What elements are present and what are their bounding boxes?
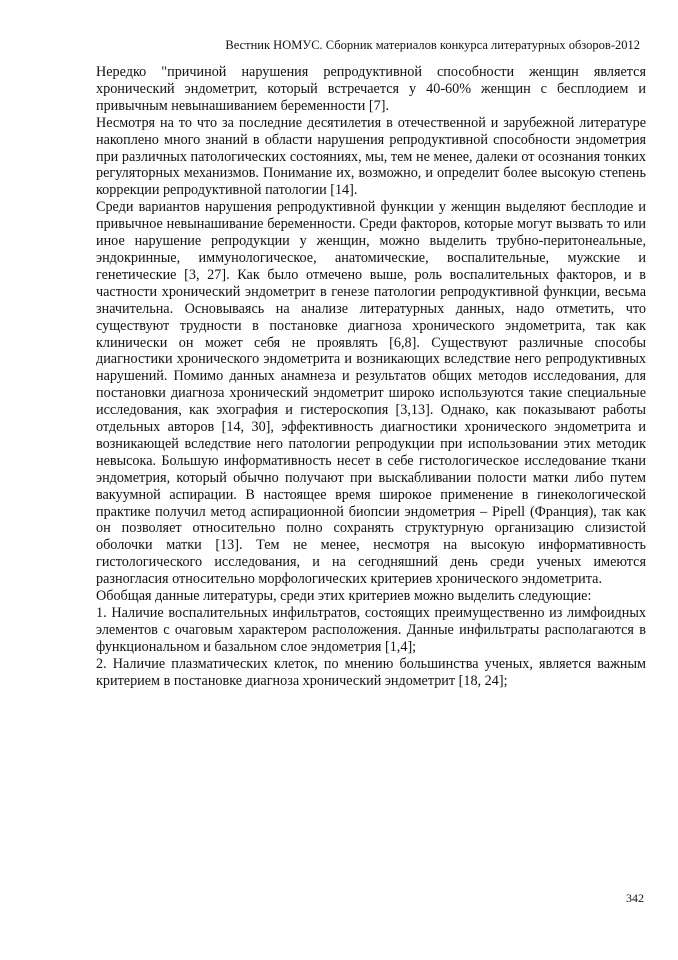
body-text [96, 64, 646, 690]
paragraph: Обобщая данные литературы, среди этих критериев можно выделить следующие: [96, 588, 592, 605]
paragraph: Среди вариантов нарушения репродуктивной функции у женщин выделяют бесплодие и привычное невынашивание беременности. Среди факторов, которые могут вызвать то или иное нарушение репродукции у женщин, можно выделить трубно-перитонеальные, эндокринные, иммунологическое, анатомические, воспалительные, мужские и генетические [3, 27]. Как было отмечено выше, роль воспалительных факторов, и в частности хронический эндометрит в генезе патологии репродуктивной функции, весьма значительна. Основываясь на анализе литературных данных, надо отметить, что существуют трудности в постановке диагноза хронического эндометрита, так как клинически он может себя не проявлять [6,8]. Существуют различные способы диагностики хронического эндометрита и возникающих вследствие него репродуктивных нарушений. Помимо данных анамнеза и результатов общих методов исследования, для постановки диагноза хронический эндометрит широко используются такие специальные исследования, как эхография и гистероскопия [3,13]. Однако, как показывают работы отдельных авторов [14, 30], эффективность диагностики хронического эндометрита и возникающей вследствие него патологии репродукции при использовании этих методик невысока. Большую информативность несет в себе гистологическое исследование ткани эндометрия, который обычно получают при выскабливании полости матки либо путем вакуумной аспирации. В настоящее время широкое применение в гинекологической практике получил метод аспирационной биопсии эндометрия – Pipell (Франция), так как он позволяет относительно полно сохранять структурную организацию слизистой оболочки матки [13]. Тем не менее, несмотря на высокую информативность гистологического исследования, и на сегодняшний день среди ученых имеются разногласия относительно морфологических критериев хронического эндометрита. [96, 199, 646, 588]
page-number: 342 [626, 891, 644, 905]
paragraph: Нередко "причиной нарушения репродуктивной способности женщин является хронический эндометрит, который встречается у 40-60% женщин с бесплодием и привычным невынашиванием беременности [7]. [96, 64, 646, 114]
list-item: 2. Наличие плазматических клеток, по мнению большинства ученых, является важным критерием в постановке диагноза хронический эндометрит [18, 24]; [96, 655, 646, 689]
list-item: 1. Наличие воспалительных инфильтратов, состоящих преимущественно из лимфоидных элементов с очаговым характером расположения. Данные инфильтраты располагаются в функциональном и базальном слое эндометрия [1,4]; [96, 605, 646, 655]
paragraph: Несмотря на то что за последние десятилетия в отечественной и зарубежной литературе накоплено много знаний в области нарушения репродуктивной способности эндометрия при различных патологических состояниях, мы, тем не менее, далеки от осознания тонких регуляторных механизмов. Понимание их, возможно, и определит более высокую степень коррекции репродуктивной патологии [14]. [96, 114, 646, 199]
running-header: Вестник НОМУС. Сборник материалов конкурса литературных обзоров-2012 [225, 38, 640, 52]
